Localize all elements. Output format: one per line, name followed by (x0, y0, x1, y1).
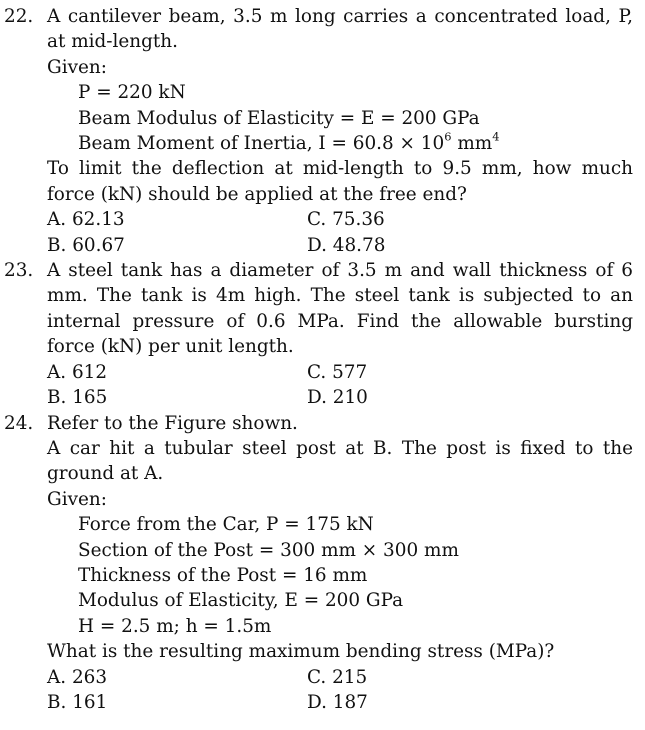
problem-statement: A cantilever beam, 3.5 m long carries a concentrated load, P, at mid-length. (47, 6, 633, 53)
given-list (47, 512, 633, 639)
given-item-unit: mm (451, 133, 493, 155)
question-body (47, 258, 633, 410)
choice-b[interactable]: B. 165 (47, 387, 108, 409)
exponent: 4 (492, 129, 500, 144)
question-body (47, 411, 633, 716)
answer-choices (47, 360, 633, 411)
given-item (78, 131, 633, 156)
given-item: P = 220 kN (78, 82, 186, 104)
choice-a[interactable]: A. 263 (47, 666, 108, 688)
answer-choices (47, 207, 633, 258)
given-label: Given: (47, 56, 107, 78)
question-22 (4, 4, 633, 258)
question-number: 24. (4, 412, 34, 434)
choice-c[interactable]: C. 75.36 (307, 209, 385, 231)
answer-choices (47, 665, 633, 716)
exponent: 6 (444, 129, 452, 144)
given-label: Given: (47, 488, 107, 510)
choice-d[interactable]: D. 187 (307, 691, 368, 713)
problem-statement: A car hit a tubular steel post at B. The post is fixed to the ground at A. (47, 437, 633, 485)
question-number: 23. (4, 260, 34, 282)
choice-b[interactable]: B. 60.67 (47, 234, 125, 256)
given-item: Force from the Car, P = 175 kN (78, 514, 374, 536)
question-body (47, 4, 633, 258)
question-number: 22. (4, 6, 34, 27)
given-item: Beam Modulus of Elasticity = E = 200 GPa (78, 107, 480, 129)
given-list (47, 80, 633, 156)
choice-d[interactable]: D. 210 (307, 387, 368, 409)
choice-c[interactable]: C. 215 (307, 666, 368, 688)
problem-statement: A steel tank has a diameter of 3.5 m and wall thickness of 6 mm. The tank is 4m high. The steel tank is subjected to an internal pressure of 0.6 MPa. Find the allowable bursting force (kN) per unit length. (47, 260, 633, 358)
choice-b[interactable]: B. 161 (47, 691, 108, 713)
given-item: Section of the Post = 300 mm × 300 mm (78, 539, 459, 561)
question-23 (4, 258, 633, 410)
choice-d[interactable]: D. 48.78 (307, 234, 386, 256)
given-item: Thickness of the Post = 16 mm (78, 564, 368, 586)
choice-a[interactable]: A. 62.13 (47, 209, 125, 231)
question-24 (4, 411, 633, 716)
given-item: H = 2.5 m; h = 1.5m (78, 615, 272, 637)
question-prompt: What is the resulting maximum bending stress (MPa)? (47, 641, 555, 663)
given-item-text: Beam Moment of Inertia, I = 60.8 × 10 (78, 133, 445, 155)
question-prompt: To limit the deflection at mid-length to 9.5 mm, how much force (kN) should be applied at the free end? (47, 158, 633, 205)
choice-a[interactable]: A. 612 (47, 361, 108, 383)
given-item: Modulus of Elasticity, E = 200 GPa (78, 590, 404, 612)
choice-c[interactable]: C. 577 (307, 361, 368, 383)
figure-reference: Refer to the Figure shown. (47, 412, 298, 434)
